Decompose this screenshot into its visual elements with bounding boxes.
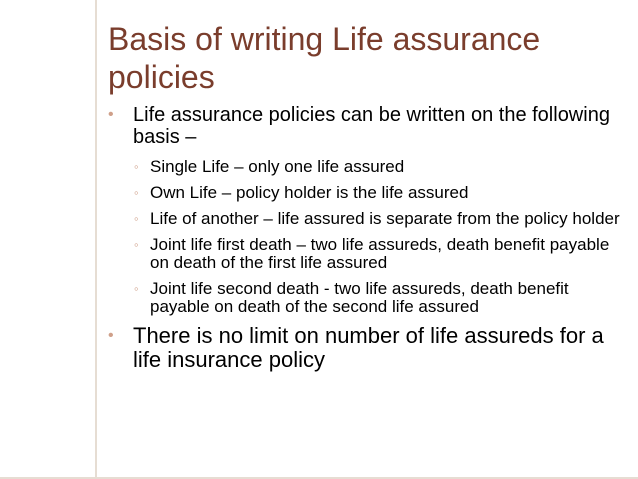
bullet-point-2 (108, 324, 620, 372)
sub-bullet-icon: ◦ (134, 159, 139, 174)
sub-bullet-icon: ◦ (134, 211, 139, 226)
slide-content (108, 104, 620, 372)
bullet-icon: • (108, 106, 114, 123)
sub-bullet-icon: ◦ (134, 237, 139, 252)
sub-bullet-text: Single Life – only one life assured (150, 157, 405, 176)
sub-bullet-life-of-another (108, 210, 620, 228)
bullet-icon: • (108, 327, 114, 344)
bullet-point-1 (108, 104, 620, 148)
bullet-point-2-text: There is no limit on number of life assureds for a life insurance policy (133, 323, 604, 372)
sub-bullet-single-life (108, 158, 620, 176)
sub-bullet-joint-life-first-death (108, 236, 620, 272)
sub-bullet-icon: ◦ (134, 185, 139, 200)
sub-bullet-icon: ◦ (134, 281, 139, 296)
sub-bullet-list (108, 158, 620, 316)
decorative-left-rule (95, 0, 97, 479)
slide-title: Basis of writing Life assurance policies (108, 21, 541, 95)
sub-bullet-text: Life of another – life assured is separate from the policy holder (150, 209, 620, 228)
sub-bullet-text: Joint life second death - two life assureds, death benefit payable on death of the second life assured (150, 279, 569, 316)
sub-bullet-text: Own Life – policy holder is the life assured (150, 183, 469, 202)
sub-bullet-own-life (108, 184, 620, 202)
sub-bullet-text: Joint life first death – two life assureds, death benefit payable on death of the first life assured (150, 235, 610, 272)
bullet-point-1-text: Life assurance policies can be written on the following basis – (133, 104, 610, 148)
sub-bullet-joint-life-second-death (108, 280, 620, 316)
